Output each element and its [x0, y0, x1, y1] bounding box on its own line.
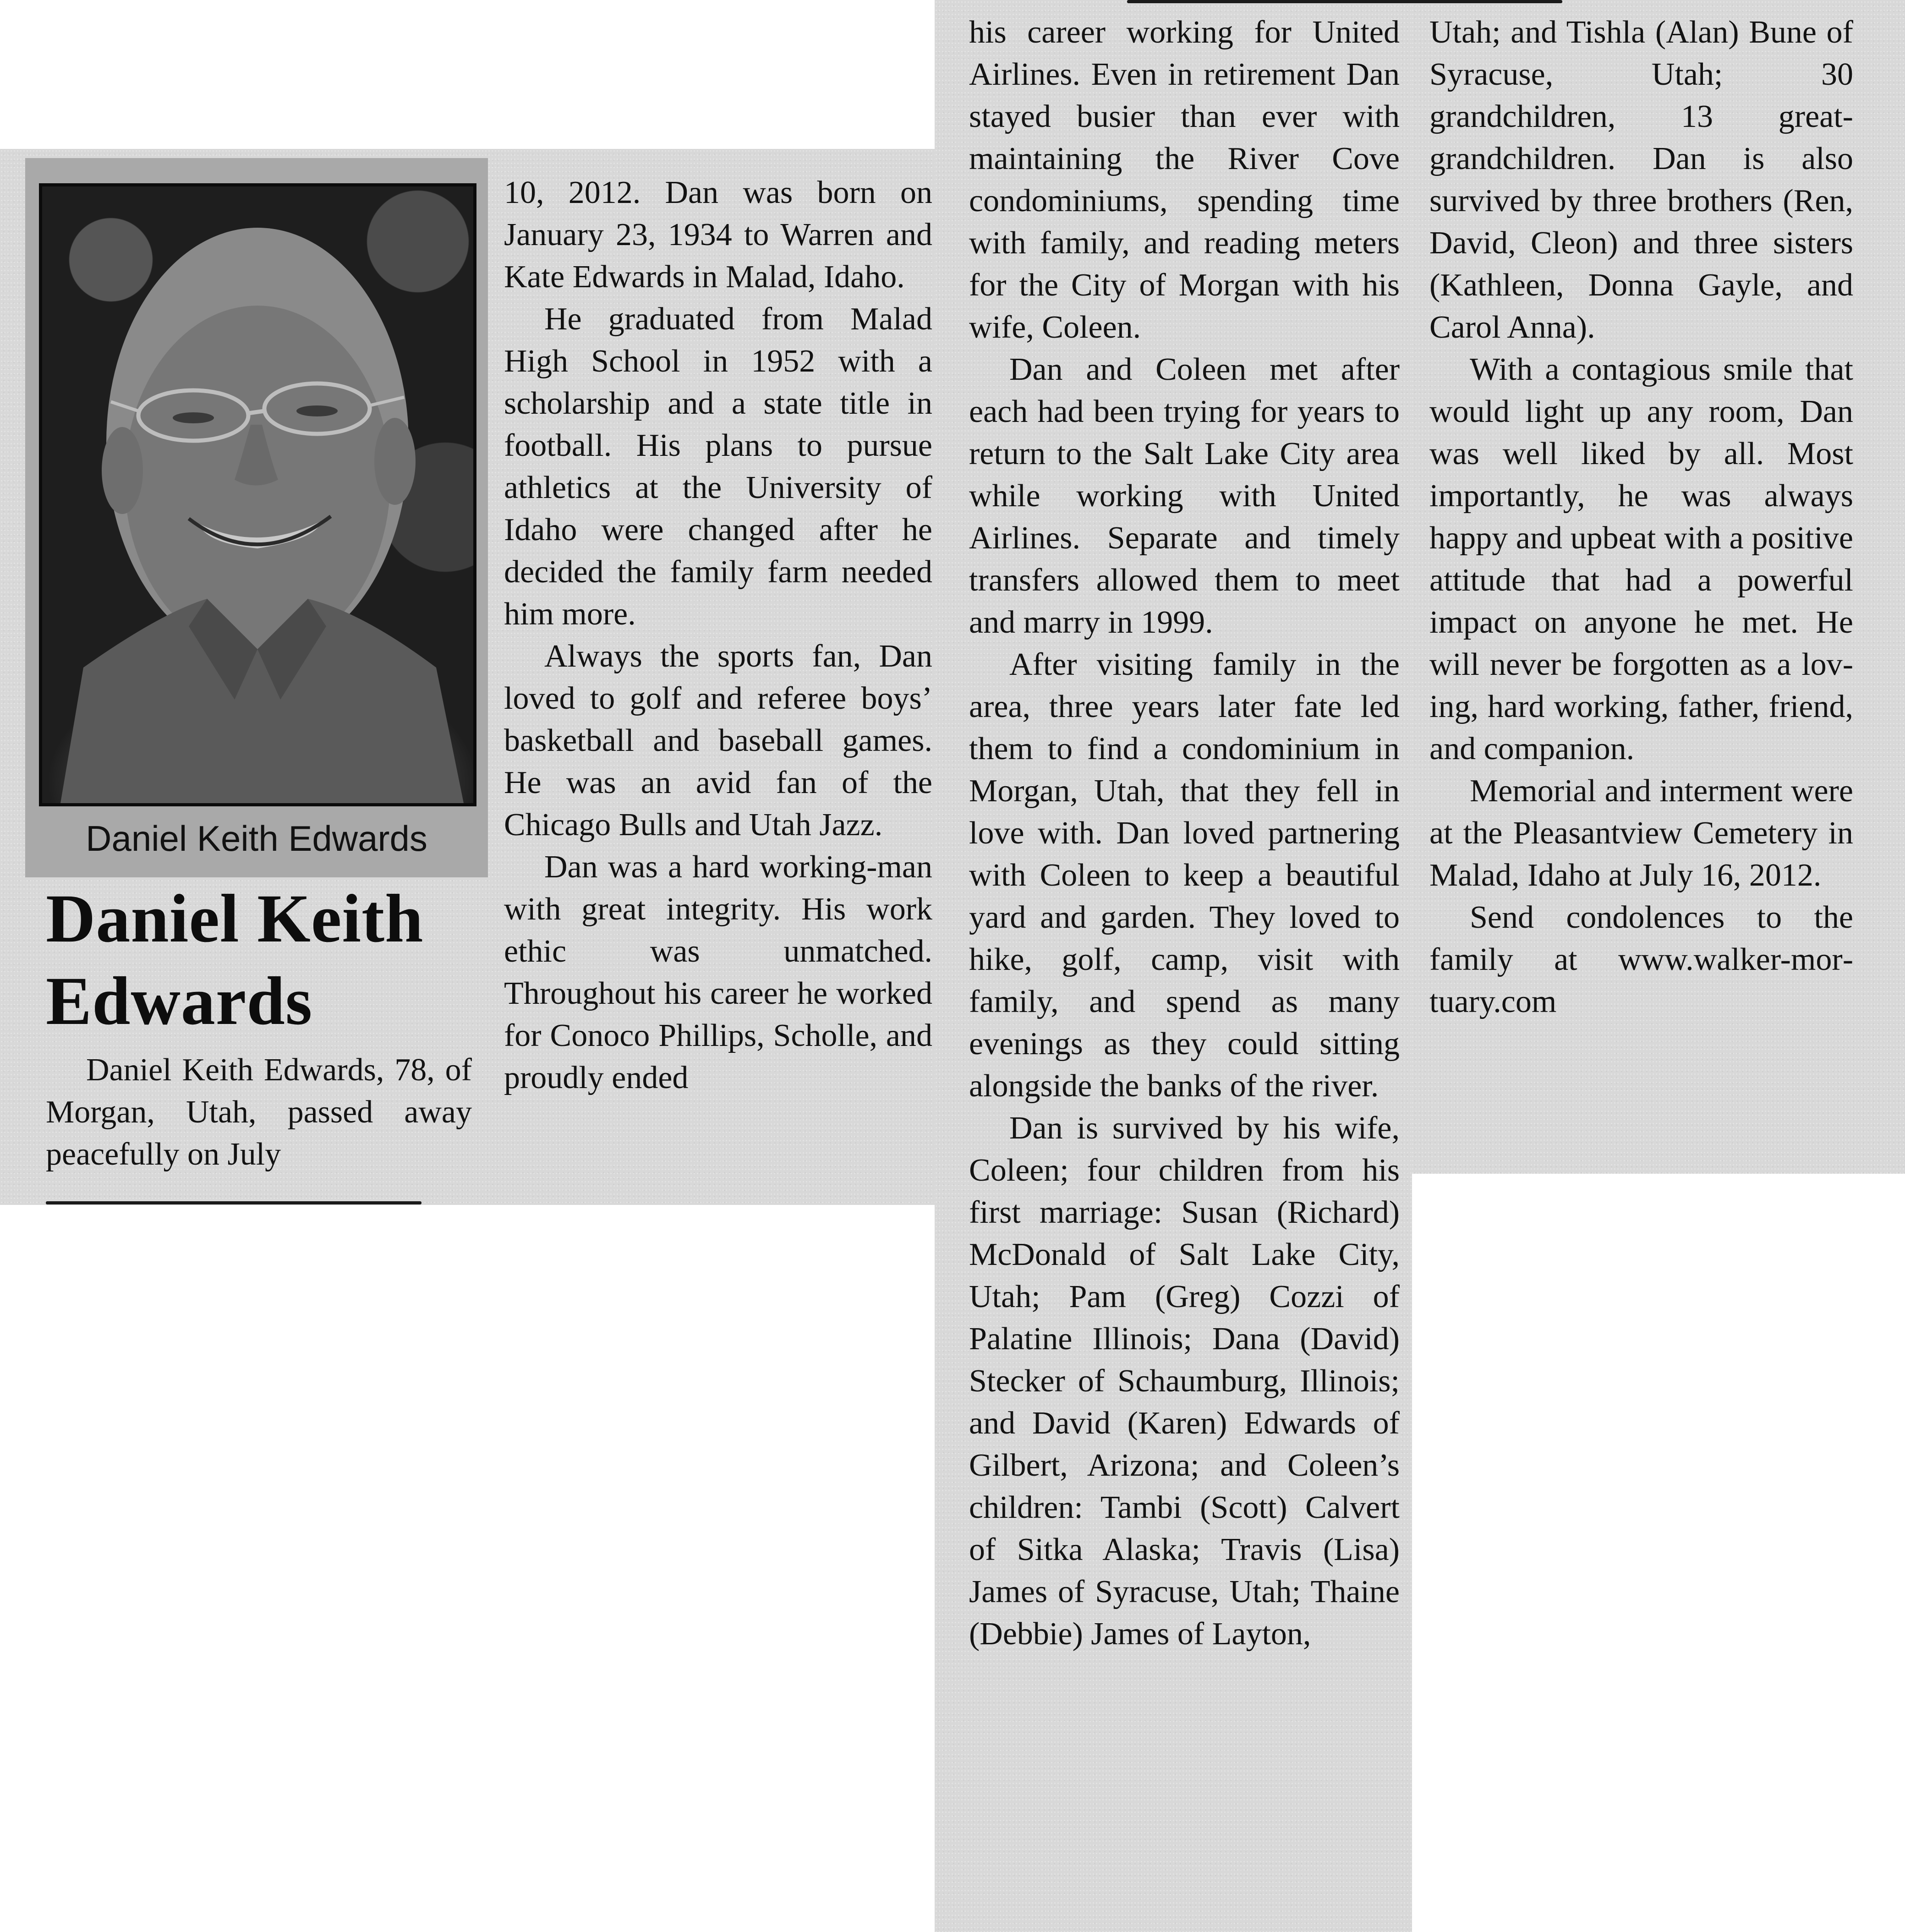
text-column-2	[504, 172, 932, 1099]
paragraph: Always the sports fan, Dan loved to golf and referee boys’ basketball and baseball games. He was an avid fan of the Chicago Bulls and Utah Jazz.	[504, 639, 932, 843]
text-column-1	[46, 1049, 472, 1176]
photo-caption: Daniel Keith Edwards	[86, 818, 427, 859]
paragraph: Utah; and Tishla (Alan) Bune of Syracuse, Utah; 30 grandchildren, 13 great-grandchildren. Dan is also survived by three brothers (Ren, David, Cleon) and three sisters (Kathleen, Donna Gayle, and Carol Anna).	[1429, 15, 1853, 345]
condolences-paragraph: Send condolences to the family at www.walker-mortuary.com	[1429, 900, 1853, 1019]
paragraph: With a contagious smile that would light up any room, Dan was well liked by all. Most importantly, he was always happy and upbeat with a positive attitude that had a powerful impact on anyone he met. He will never be forgotten as a loving, hard working, father, friend, and companion.	[1429, 352, 1853, 766]
bottom-rule-divider	[46, 1201, 422, 1204]
portrait-illustration-icon	[42, 186, 473, 803]
paragraph: Dan was a hard working-man with great integrity. His work ethic was unmatched. Throughout his career he worked for Conoco Phillips, Scholle, and proudly ended	[504, 849, 932, 1095]
paragraph: Memorial and interment were at the Pleasantview Cemetery in Malad, Idaho at July 16, 2012.	[1429, 773, 1853, 893]
text-column-3	[969, 11, 1400, 1655]
text-column-4	[1429, 11, 1853, 1023]
paragraph: his career working for United Airlines. Even in retirement Dan stayed busier than ever with maintaining the River Cove condominiums, spending time with family, and reading meters for the City of Morgan with his wife, Coleen.	[969, 15, 1400, 345]
paragraph: He graduated from Malad High School in 1952 with a scholarship and a state title in football. His plans to pursue athletics at the University of Idaho were changed after he decided the family farm needed him more.	[504, 301, 932, 632]
portrait-photo	[39, 183, 476, 806]
paragraph: Daniel Keith Edwards, 78, of Morgan, Utah, passed away peacefully on July	[46, 1052, 472, 1172]
paragraph: Dan is survived by his wife, Coleen; four children from his first marriage: Susan (Richard) McDonald of Salt Lake City, Utah; Pam (Greg) Cozzi of Palatine Illinois; Dana (David) Stecker of Schaumburg, Illinois; and David (Karen) Edwards of Gilbert, Arizona; and Coleen’s children: Tambi (Scott) Calvert of Sitka Alaska; Travis (Lisa) James of Syracuse, Utah; Thaine (Debbie) James of Layton,	[969, 1111, 1400, 1652]
paragraph: 10, 2012. Dan was born on January 23, 1934 to Warren and Kate Edwards in Malad, Idaho.	[504, 175, 932, 295]
top-rule-divider	[1127, 0, 1562, 3]
paragraph: Dan and Coleen met after each had been trying for years to return to the Salt Lake City area while working with United Airlines. Separate and timely transfers allowed them to meet and marry in 1999.	[969, 352, 1400, 640]
obituary-headline: Daniel Keith Edwards	[46, 881, 424, 1039]
paragraph: After visiting family in the area, three years later fate led them to find a condominium in Morgan, Utah, that they fell in love with. Dan loved partnering with Coleen to keep a beautiful yard and garden. They loved to hike, golf, camp, visit with family, and spend as many evenings as they could sitting alongside the banks of the river.	[969, 647, 1400, 1104]
